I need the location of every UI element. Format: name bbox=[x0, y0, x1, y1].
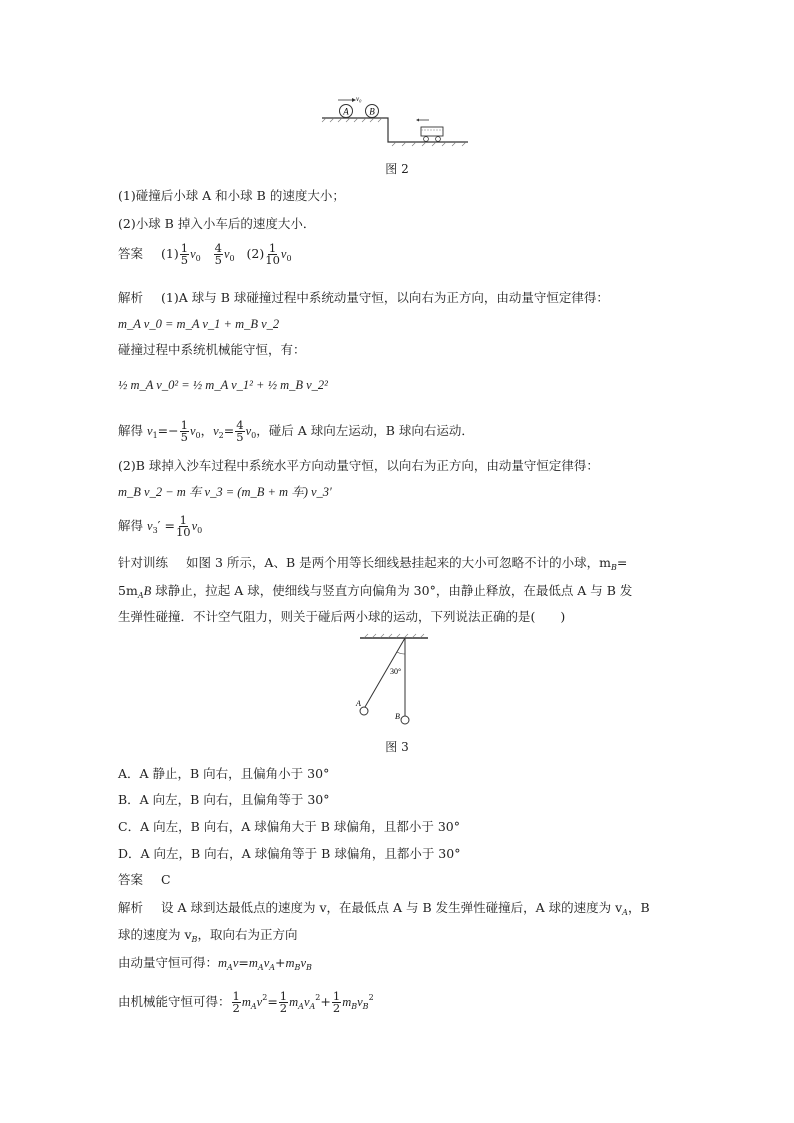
svg-text:30°: 30° bbox=[390, 667, 402, 676]
option-b: B．A 向左，B 向右，且偏角等于 30° bbox=[118, 792, 330, 807]
option-d: D．A 向左，B 向右，A 球偏角等于 B 球偏角，且都小于 30° bbox=[118, 846, 461, 861]
analysis-1-line-6: (2)B 球掉入沙车过程中系统水平方向动量守恒，以向右为正方向，由动量守恒定律得： bbox=[118, 458, 599, 473]
answer-2: 答案 C bbox=[118, 872, 171, 887]
analysis-1-eq-3: m_B v_2 − m 车 v_3 = (m_B + m 车) v_3′ bbox=[118, 485, 332, 499]
analysis-1-line-3: 碰撞过程中系统机械能守恒，有： bbox=[118, 342, 306, 357]
svg-text:A: A bbox=[356, 699, 361, 708]
svg-text:B: B bbox=[395, 712, 400, 721]
figure-2-caption: 图 2 bbox=[385, 162, 409, 176]
option-c: C．A 向左，B 向右，A 球偏角大于 B 球偏角，且都小于 30° bbox=[118, 819, 460, 834]
practice-line-1: 针对训练 如图 3 所示，A、B 是两个用等长细线悬挂起来的大小可忽略不计的小球，$m_B=$ bbox=[118, 555, 628, 572]
answer-1: 答案 (1) $\frac{1}{5}$ $v_0$ $\frac{4}{5}$ $v_0$ (2) $\frac{1}{10}$ $v_0$ bbox=[118, 241, 292, 267]
analysis-1-eq-1: m_A v_0 = m_A v_1 + m_B v_2 bbox=[118, 317, 280, 331]
question-1: (1)碰撞后小球 A 和小球 B 的速度大小； bbox=[118, 188, 345, 203]
option-a: A．A 静止，B 向右，且偏角小于 30° bbox=[118, 766, 330, 781]
analysis-1-line-1: 解析 (1)A 球与 B 球碰撞过程中系统动量守恒，以向右为正方向，由动量守恒定律得： bbox=[118, 290, 609, 305]
figure-3-diagram bbox=[348, 632, 438, 727]
figure-2-diagram bbox=[318, 92, 474, 150]
ball-a bbox=[360, 707, 368, 715]
ball-b bbox=[401, 716, 409, 724]
analysis-2-line-2: 球的速度为 $v_B$，取向右为正方向 bbox=[118, 927, 298, 944]
analysis-1-line-5: 解得 $v_1=-$ $\frac{1}{5}$ $v_0$，$v_2=$ $\frac{4}{5}$ $v_0$，碰后 A 球向左运动，B 球向右运动． bbox=[118, 418, 474, 444]
analysis-1-line-8: 解得 $v_3'$ = $\frac{1}{10}$ $v_0$ bbox=[118, 513, 203, 539]
analysis-2-line-3: 由动量守恒可得：$m_Av=m_Av_A+m_Bv_B$ bbox=[118, 955, 312, 972]
practice-line-2: $5m_AB$ 球静止，拉起 A 球，使细线与竖直方向偏角为 30°，由静止释放，在最低点 A 与 B 发 bbox=[118, 583, 633, 600]
svg-text:v₀: v₀ bbox=[356, 95, 362, 103]
sand-cart bbox=[416, 119, 443, 142]
figure-3-caption: 图 3 bbox=[385, 740, 409, 754]
svg-text:A: A bbox=[343, 106, 349, 117]
analysis-2-line-4: 由机械能守恒可得： $\frac{1}{2}$ $m_Av^2=$ $\frac{1}{2}$ $m_Av_A^2+$ $\frac{1}{2}$ $m_Bv_B^2$ bbox=[118, 989, 374, 1015]
question-2: (2)小球 B 掉入小车后的速度大小． bbox=[118, 216, 316, 231]
practice-line-3: 生弹性碰撞．不计空气阻力，则关于碰后两小球的运动，下列说法正确的是( ) bbox=[118, 609, 566, 624]
analysis-2-line-1: 解析 设 A 球到达最低点的速度为 v，在最低点 A 与 B 发生弹性碰撞后，A 球的速度为 $v_A$，B bbox=[118, 900, 650, 917]
svg-text:B: B bbox=[369, 106, 375, 117]
analysis-1-eq-2: ½ m_A v_0² = ½ m_A v_1² + ½ m_B v_2² bbox=[118, 378, 328, 392]
